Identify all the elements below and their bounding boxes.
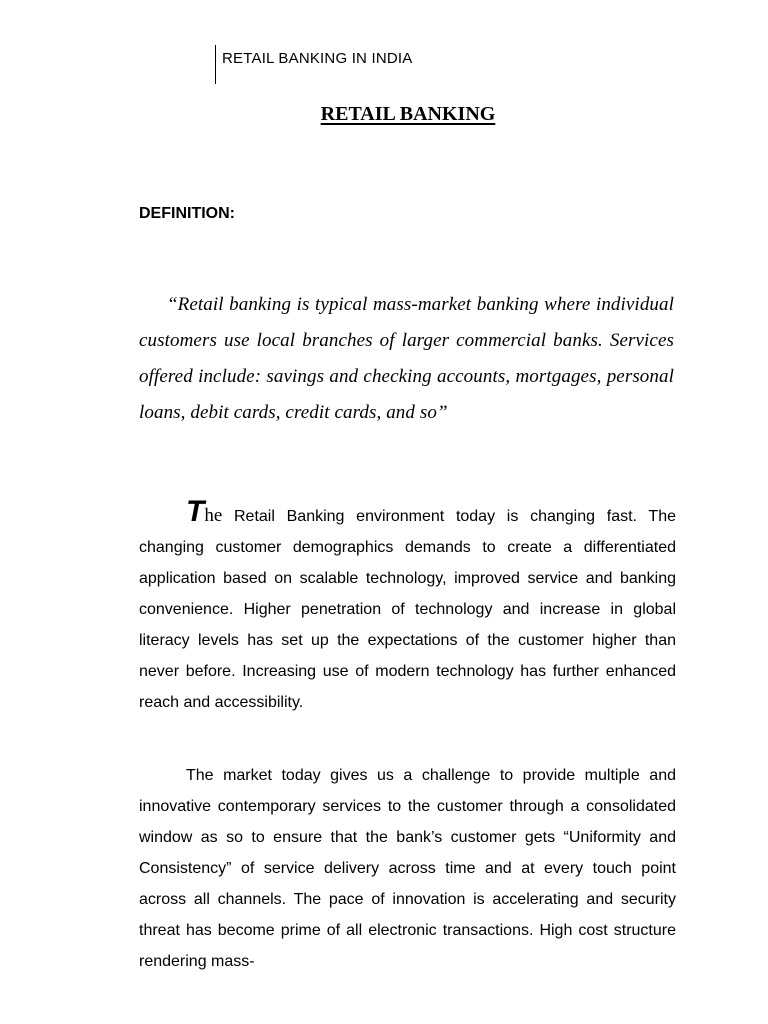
page-title: RETAIL BANKING: [320, 103, 496, 125]
definition-heading: DEFINITION:: [139, 205, 235, 222]
drop-cap-rest: he: [204, 505, 223, 526]
running-header: RETAIL BANKING IN INDIA: [222, 50, 413, 67]
definition-quote: “Retail banking is typical mass-market banking where individual customers use local branches of larger commercial banks. Services offered include: savings and checking accounts, mortgages, personal loans, debit cards, credit cards, and so”: [139, 294, 674, 423]
drop-cap-letter: T: [186, 495, 205, 528]
paragraph-2: The market today gives us a challenge to provide multiple and innovative contemporary services to the customer through a consolidated window as so to ensure that the bank’s customer gets “Uniformity and Consistency” of service delivery across time and at every touch point across all channels. The pace of innovation is accelerating and security threat has become prime of all electronic transactions. High cost structure rendering mass-: [139, 767, 676, 970]
paragraph-1-text: Retail Banking environment today is changing fast. The changing customer demographics demands to create a differentiated application based on scalable technology, improved service and banking convenience. Higher penetration of technology and increase in global literacy levels has set up the expectations of the customer higher than never before. Increasing use of modern technology has further enhanced reach and accessibility.: [139, 508, 676, 711]
paragraph-1: [139, 495, 676, 718]
header-rule: [215, 45, 216, 84]
